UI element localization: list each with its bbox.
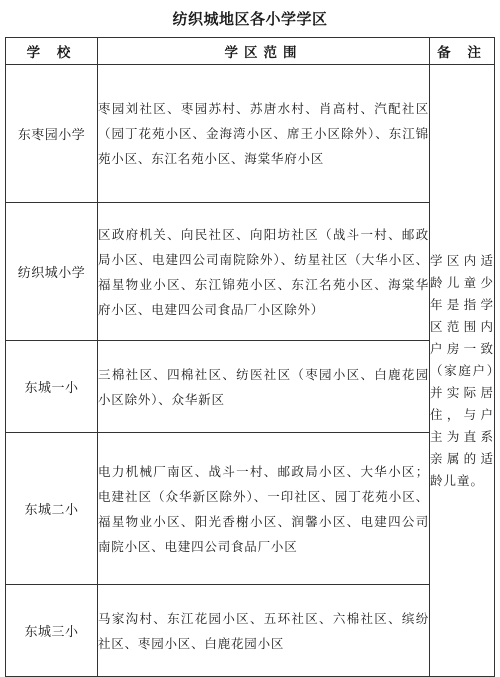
table-row [6,203,495,341]
remark-cell: 学区内适龄儿童少年是指学区范围内户房一致（家庭户）并实际居住，与户主为直系亲属的适龄儿童。 [430,65,495,677]
school-district-table [5,37,495,677]
school-name: 东枣园小学 [6,65,98,203]
header-remark: 备 注 [430,38,495,65]
district-scope: 马家沟村、东江花园小区、五环社区、六棉社区、缤纷社区、枣园小区、白鹿花园小区 [98,585,430,677]
school-name: 东城三小 [6,585,98,677]
table-row [6,65,495,203]
table-row [6,585,495,677]
school-name: 东城二小 [6,433,98,585]
district-scope: 枣园刘社区、枣园苏村、苏唐水村、肖高村、汽配社区（园丁花苑小区、金海湾小区、席王小区除外）、东江锦苑小区、东江名苑小区、海棠华府小区 [98,65,430,203]
school-name: 纺织城小学 [6,203,98,341]
table-row [6,433,495,585]
header-scope: 学区范围 [98,38,430,65]
table-header-row [6,38,495,65]
header-school: 学 校 [6,38,98,65]
page-title: 纺织城地区各小学学区 [172,10,328,28]
district-scope: 三棉社区、四棉社区、纺医社区（枣园小区、白鹿花园小区除外）、众华新区 [98,341,430,433]
district-scope: 区政府机关、向民社区、向阳坊社区（战斗一村、邮政局小区、电建四公司南院除外）、纺星社区（大华小区、福星物业小区、东江锦苑小区、东江名苑小区、海棠华府小区、电建四公司食品厂小区除外） [98,203,430,341]
district-scope: 电力机械厂南区、战斗一村、邮政局小区、大华小区；电建社区（众华新区除外）、一印社区、园丁花苑小区、福星物业小区、阳光香榭小区、润馨小区、电建四公司南院小区、电建四公司食品厂小区 [98,433,430,585]
table-row [6,341,495,433]
school-name: 东城一小 [6,341,98,433]
